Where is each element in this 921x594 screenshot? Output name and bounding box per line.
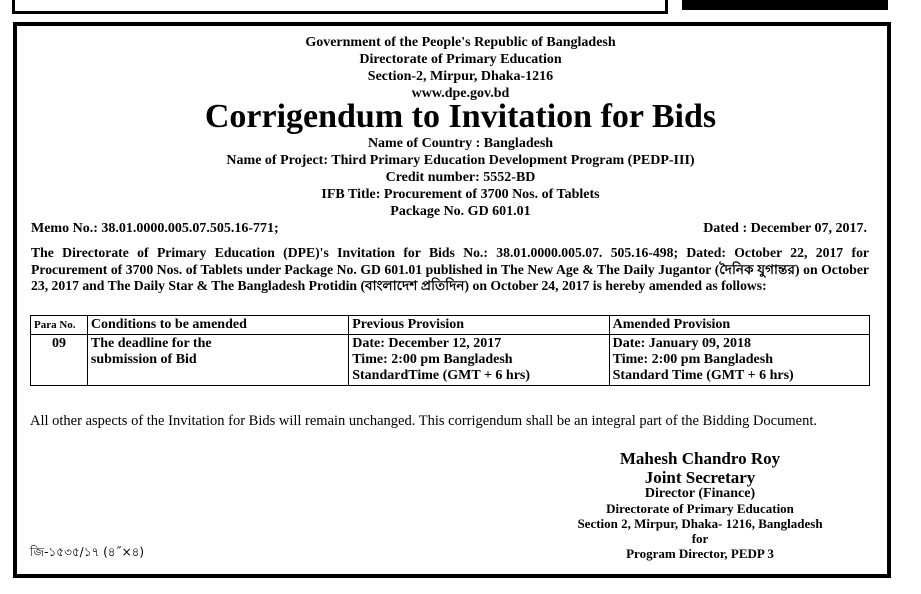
directorate-line: Directorate of Primary Education <box>359 52 562 67</box>
memo-date: Dated : December 07, 2017. <box>703 221 867 236</box>
amendment-table <box>30 315 870 386</box>
amended-date: Date: January 09, 2018 <box>612 336 752 351</box>
previous-timezone: StandardTime (GMT + 6 hrs) <box>352 368 531 383</box>
address-line: Section-2, Mirpur, Dhaka-1216 <box>367 69 554 84</box>
condition-line-2: submission of Bid <box>90 352 197 367</box>
previous-ad-block <box>682 0 888 10</box>
website-line: www.dpe.gov.bd <box>411 86 510 101</box>
body-paragraph: The Directorate of Primary Education (DPE)'s Invitation for Bids No.: 38.01.0000.005.07. 505.16-498; Dated: October 22, 2017 for Procurement of 3700 Nos. of Tablets under Package No. GD 601.01 published in The New Age & The Daily Jugantor (দৈনিক যুগান্তর) on October 23, 2017 and The Daily Star & The Bangladesh Protidin (বাংলাদেশ প্রতিদিন) on October 24, 2017 is hereby amended as follows: <box>31 245 869 294</box>
cell-para <box>31 335 88 386</box>
col-header-conditions: Conditions to be amended <box>87 316 348 335</box>
cell-previous <box>349 335 609 386</box>
ifb-title-line: IFB Title: Procurement of 3700 Nos. of Tablets <box>321 187 600 202</box>
govt-line: Government of the People's Republic of Bangladesh <box>305 35 616 50</box>
table-row <box>31 335 870 386</box>
memo-number: Memo No.: 38.01.0000.005.07.505.16-771; <box>31 221 279 236</box>
table-header-row <box>31 316 870 335</box>
country-line: Name of Country : Bangladesh <box>367 136 554 151</box>
amended-time: Time: 2:00 pm Bangladesh <box>612 352 773 367</box>
previous-date: Date: December 12, 2017 <box>352 336 502 351</box>
previous-ad-border <box>12 0 668 14</box>
signatory-address: Section 2, Mirpur, Dhaka- 1216, Bangladesh <box>577 516 823 531</box>
signatory-title-2: Director (Finance) <box>644 486 756 501</box>
closing-statement: All other aspects of the Invitation for Bids will remain unchanged. This corrigendum shall be an integral part of the Bidding Document. <box>30 413 817 429</box>
signatory-for: for <box>691 531 709 546</box>
reference-code: জি-১৫৩৫/১৭ (৪˝×৪) <box>30 545 145 559</box>
previous-time: Time: 2:00 pm Bangladesh <box>352 352 513 367</box>
col-header-para: Para No. <box>31 316 88 335</box>
project-line: Name of Project: Third Primary Education Development Program (PEDP-III) <box>226 153 695 168</box>
package-line: Package No. GD 601.01 <box>390 204 531 219</box>
cell-condition <box>87 335 348 386</box>
top-strip <box>0 0 921 14</box>
credit-line: Credit number: 5552-BD <box>385 170 536 185</box>
signatory-title-1: Joint Secretary <box>644 468 756 487</box>
signatory-org: Directorate of Primary Education <box>606 501 794 516</box>
signatory-on-behalf: Program Director, PEDP 3 <box>626 546 774 561</box>
cell-amended <box>609 335 869 386</box>
condition-line-1: The deadline for the <box>90 336 212 351</box>
col-header-previous: Previous Provision <box>349 316 609 335</box>
col-header-amended: Amended Provision <box>609 316 869 335</box>
signatory-name: Mahesh Chandro Roy <box>619 449 781 468</box>
amended-timezone: Standard Time (GMT + 6 hrs) <box>612 368 794 383</box>
para-number: 09 <box>51 336 66 351</box>
page-title: Corrigendum to Invitation for Bids <box>204 98 717 135</box>
